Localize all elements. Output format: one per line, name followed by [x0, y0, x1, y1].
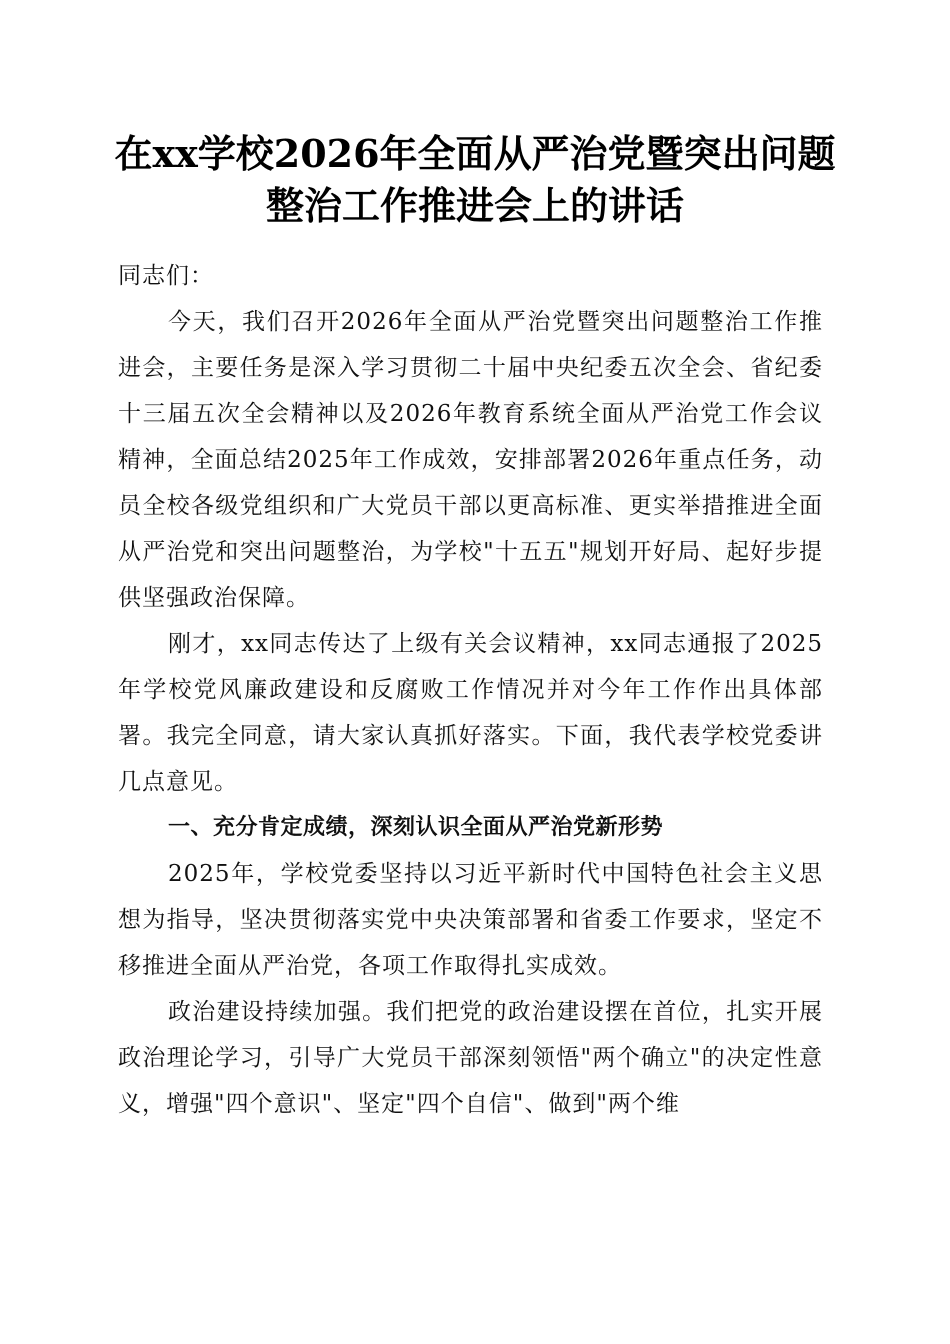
paragraph-agreement: 刚才，xx同志传达了上级有关会议精神，xx同志通报了2025年学校党风廉政建设和反腐败工作情况并对今年工作作出具体部署。我完全同意，请大家认真抓好落实。下面，我代表学校党委讲几点意见。	[118, 631, 823, 795]
salutation: 同志们：	[118, 263, 214, 289]
section-heading: 一、充分肯定成绩，深刻认识全面从严治党新形势	[168, 815, 664, 840]
paragraph-achievements: 2025年，学校党委坚持以习近平新时代中国特色社会主义思想为指导，坚决贯彻落实党中央决策部署和省委工作要求，坚定不移推进全面从严治党，各项工作取得扎实成效。	[118, 861, 823, 979]
paragraph-political-building: 政治建设持续加强。我们把党的政治建设摆在首位，扎实开展政治理论学习，引导广大党员干部深刻领悟"两个确立"的决定性意义，增强"四个意识"、坚定"四个自信"、做到"两个维	[118, 999, 823, 1117]
document-body	[118, 253, 823, 1127]
paragraph-opening: 今天，我们召开2026年全面从严治党暨突出问题整治工作推进会，主要任务是深入学习贯彻二十届中央纪委五次全会、省纪委十三届五次全会精神以及2026年教育系统全面从严治党工作会议精神，全面总结2025年工作成效，安排部署2026年重点任务，动员全校各级党组织和广大党员干部以更高标准、更实举措推进全面从严治党和突出问题整治，为学校"十五五"规划开好局、起好步提供坚强政治保障。	[118, 309, 823, 611]
document-title: 在xx学校2026年全面从严治党暨突出问题整治工作推进会上的讲话	[114, 131, 836, 228]
